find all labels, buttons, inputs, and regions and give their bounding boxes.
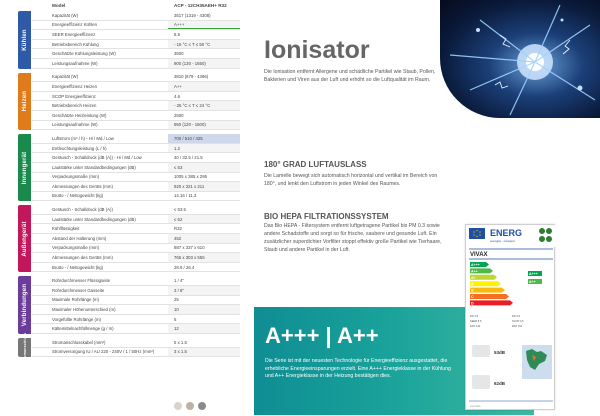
table-row (32, 40, 240, 50)
ionisator-text: Die Ionisation entfernt Allergene und schädliche Partikel wie Staub, Pollen, Bakterien und Viren aus der Luft und erhöht so die Luftqualität im Raum. (264, 69, 436, 83)
row-value: 3 x 1.5 (168, 348, 240, 357)
class-label: A (471, 282, 474, 287)
table-row (32, 205, 240, 215)
table-row (32, 163, 240, 173)
table-row (32, 153, 240, 163)
row-label: Brutto - / Nettogewicht (kg) (52, 193, 104, 199)
row-label: Leistungsaufnahme (W) (52, 122, 98, 128)
table-row (32, 82, 240, 92)
row-value: R32 (174, 226, 182, 232)
row-value: - 15 °C ≤ T ≤ 50 °C (168, 40, 240, 49)
row-label: Energieeffizienz Heizen (52, 83, 98, 89)
row-value: 5 x 1.5 (174, 339, 187, 345)
eu-flag-icon (469, 228, 485, 239)
table-row (32, 338, 240, 348)
section-tab (18, 134, 31, 201)
table-header (18, 0, 240, 11)
row-value: 3 / 8" (168, 286, 240, 295)
row-label: Maximaler Höhenunterschied (m) (52, 307, 116, 313)
table-row (32, 234, 240, 244)
class-bar (470, 300, 513, 305)
svg-text:SCOP 4,6: SCOP 4,6 (512, 320, 524, 323)
row-value: 40 / 32.5 / 21.5 (174, 155, 203, 161)
table-row (32, 348, 240, 358)
table-row (32, 11, 240, 21)
row-label: Luftstrom (m³ / h) - Hi / Md / Low (52, 135, 114, 141)
svg-text:kW 2,5: kW 2,5 (512, 315, 521, 318)
row-label: Brutto - / Nettogewicht (kg) (52, 264, 104, 270)
row-value: 5 (174, 316, 177, 322)
class-label: A+ (471, 275, 476, 280)
outdoor-unit-icon (472, 375, 490, 389)
row-value: 12 (168, 324, 240, 333)
efficiency-rating: A+++ | A++ (265, 323, 379, 348)
class-bar (470, 294, 509, 299)
row-value: ≤ 53 (168, 163, 240, 172)
efficiency-text: Die Serie ist mit der neuesten Technologie für Energieeffizienz ausgestattet, die erhebliche Energieeinsparungen erzielt. Eine A+++ Energieklasse in der Kühlung und A++ Energieklasse in der Heizung bestätigen dies. (265, 358, 451, 380)
row-label: Geschätzte Kühlungsleistung (W) (52, 51, 116, 57)
class-label: C (471, 295, 474, 299)
spec-sections (18, 11, 240, 363)
row-label: Verpackungsmaße (mm) (52, 174, 100, 180)
section-title: Innengerät (21, 151, 28, 185)
table-row (32, 276, 240, 286)
energy-label (465, 224, 555, 410)
row-value: 765 x 303 x 555 (168, 253, 240, 262)
row-label: Betriebsbereich Kühlung (52, 41, 99, 47)
table-row (32, 21, 240, 31)
class-scale (470, 262, 513, 305)
table-row (32, 30, 240, 40)
row-value: 3517 (1319 - 4308) (174, 12, 211, 18)
table-row (32, 121, 240, 131)
row-label: Abmessungen des Geräts (mm) (52, 255, 113, 261)
row-value: 3500 (174, 51, 184, 57)
airflow-title: 180° GRAD LUFTAUSLASS (264, 160, 367, 169)
spec-table (18, 0, 240, 361)
section-tab (18, 73, 31, 131)
row-label: Rohrdurchmesser Gasseite (52, 287, 105, 293)
section-title: Außengerät (21, 221, 28, 257)
airflow-text: Die Lamelle bewegt sich automatisch horizontal und vertikal im Bereich von 180°, und lenkt den Luftstrom in jeden Winkel des Raumes. (264, 173, 438, 187)
table-row (32, 324, 240, 334)
row-value: 452 (168, 234, 240, 243)
row-label: Stromanschlusskabel (mm²) (52, 339, 106, 345)
row-label: Geräusch - Schalldruck (dB (A)) (52, 207, 113, 213)
row-value: 25 (174, 297, 179, 303)
table-row (32, 315, 240, 325)
svg-text:SEER 8,5: SEER 8,5 (470, 320, 482, 323)
table-row (32, 224, 240, 234)
class-label: A++ (471, 269, 478, 274)
row-label: Verpackungsmaße (mm) (52, 245, 100, 251)
section-tab (18, 11, 31, 69)
table-row (32, 192, 240, 202)
outdoor-noise: 62dB (494, 381, 506, 386)
row-label: Kühlflüssigkeit (52, 226, 80, 232)
row-value: ≤ 62 (168, 215, 240, 224)
ionizer-hero-image (440, 0, 600, 118)
table-row (32, 49, 240, 59)
model-label: Model (52, 3, 66, 8)
row-value: 1.2 (168, 144, 240, 153)
energy-label-title: ENERG (490, 228, 523, 238)
row-label: SCOP Energieeffizienz (52, 93, 96, 99)
table-row (32, 92, 240, 102)
hepa-title: BIO HEPA FILTRATIONSSYSTEM (264, 212, 389, 221)
row-label: Entfeuchtungsleistung (L / h) (52, 145, 107, 151)
table-row (32, 101, 240, 111)
ionisator-title: Ionisator (264, 36, 370, 64)
table-row (32, 59, 240, 69)
row-label: Geräusch - Schalldruck (dB (A)) - Hi / Md / Low (52, 155, 142, 161)
row-label: Rohrdurchmesser Flüssigseite (52, 278, 111, 284)
row-value: 28.8 / 26.4 (174, 264, 195, 270)
row-value: 900 (130 - 1650) (168, 59, 240, 68)
row-value: ≤ 53.5 (174, 207, 186, 213)
row-value: 8.5 (174, 31, 180, 37)
table-row (32, 134, 240, 144)
class-bar (470, 288, 505, 293)
row-value: 14.16 / 11.3 (174, 193, 197, 199)
row-label: Leistungsaufnahme (W) (52, 60, 98, 66)
row-value: - 25 °C ≤ T ≤ 24 °C (168, 101, 240, 110)
section-title: Kühlen (21, 29, 28, 51)
svg-text:2021/1369: 2021/1369 (470, 406, 481, 408)
row-value: 950 (120 - 1500) (168, 121, 240, 130)
row-label: Betriebsbereich Heizen (52, 103, 97, 109)
class-label: B (471, 288, 474, 293)
table-row (32, 305, 240, 315)
row-label: Maximale Rohrlänge (m) (52, 297, 100, 303)
row-value: 887 x 337 x 610 (174, 245, 205, 251)
svg-text:kW 3,5: kW 3,5 (470, 315, 479, 318)
color-swatch[interactable] (198, 402, 206, 410)
table-row (32, 215, 240, 225)
table-row (32, 286, 240, 296)
table-row (32, 73, 240, 83)
row-label: Abstand der Halterung (mm) (52, 235, 107, 241)
section-tab (18, 205, 31, 272)
hepa-text: Das Bio HEPA - Filtersystem entfernt luftgetragene Partikel bis PM 0.3 sowie andere Schadstoffe und sorgt so für frische, saubere und gesunde Luft. Ein zusätzlicher superdichter Vorfilter stoppt effektiv große Partikel wie Tierhaare, Staub und andere Partikel in der Luft. (264, 223, 442, 253)
row-value: 2500 (174, 112, 184, 118)
row-value: 10 (168, 305, 240, 314)
row-label: Kältemittelnachfüllmenge (g / m) (52, 326, 114, 332)
section-title: Heizen (21, 91, 28, 112)
spec-section (18, 205, 240, 272)
row-value: 700 / 510 / 425 (168, 134, 240, 143)
table-row (32, 296, 240, 306)
row-value: 3810 (879 - 4396) (174, 74, 209, 80)
row-label: Kapazität (W) (52, 74, 79, 80)
indoor-unit-icon (472, 345, 490, 357)
table-row (32, 244, 240, 254)
row-value: 1 / 4" (174, 278, 184, 284)
color-swatches (174, 402, 206, 410)
row-label: Lautstärke unter Standardbedingungen (dB) (52, 164, 136, 170)
row-label: Kapazität (W) (52, 12, 79, 18)
row-label: Vorgefüllte Rohrlänge (m) (52, 316, 101, 322)
table-row (32, 253, 240, 263)
spec-section (18, 332, 240, 363)
section-tab (18, 332, 31, 363)
brand-name: VIVAX (470, 252, 488, 258)
energy-label-subtitle: energия · ενέργεια (490, 239, 515, 243)
section-title: Stromanschluss (22, 332, 27, 363)
row-label: Stromversorgung IU / AU 220 - 240V / 1 / 50Hz (mm²) (52, 349, 155, 355)
class-bar (470, 281, 501, 286)
cool-class-label: A+++ (529, 272, 538, 276)
spec-section (18, 134, 240, 201)
table-row (32, 182, 240, 192)
row-label: Energieeffizienz Kühlen (52, 22, 98, 28)
svg-text:kWh 761: kWh 761 (512, 325, 523, 328)
row-value: A+++ (168, 21, 240, 30)
row-label: SEER Energieeffizienz (52, 31, 96, 37)
row-label: Abmessungen des Geräts (mm) (52, 183, 113, 189)
model-value: ACP - 12CH35AEH+ R32 (174, 3, 227, 8)
spec-section (18, 11, 240, 69)
table-row (32, 263, 240, 273)
svg-text:kWh 144: kWh 144 (470, 325, 481, 328)
color-swatch[interactable] (186, 402, 194, 410)
row-label: Geschätzte Heizleistung (W) (52, 112, 107, 118)
table-row (32, 144, 240, 154)
row-value: 920 x 321 x 211 (168, 182, 240, 191)
section-tab (18, 276, 31, 334)
table-row (32, 111, 240, 121)
row-value: 4.6 (174, 93, 180, 99)
color-swatch[interactable] (174, 402, 182, 410)
energy-label-graphic (466, 225, 556, 411)
class-label: D (471, 301, 474, 306)
indoor-noise: 53dB (494, 350, 506, 355)
class-label: A+++ (471, 263, 480, 267)
table-row (32, 173, 240, 183)
row-label: Lautstärke unter Standardbedingungen (dB) (52, 216, 136, 222)
heat-class-label: A++ (529, 280, 536, 284)
row-value: A++ (168, 82, 240, 91)
spec-section (18, 276, 240, 334)
row-value: 1005 x 385 x 295 (174, 174, 207, 180)
spec-section (18, 73, 240, 131)
section-title: Verbindungen (21, 284, 28, 327)
